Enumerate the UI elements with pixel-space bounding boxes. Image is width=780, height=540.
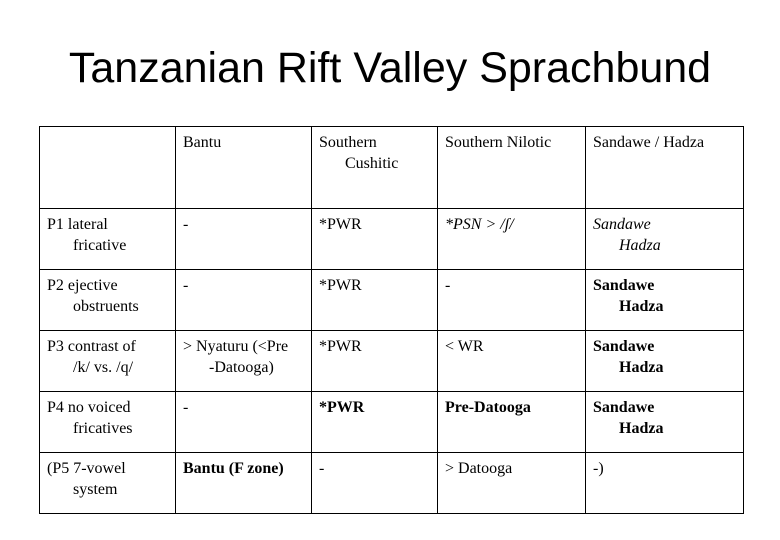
sandawe-hadza-cell bbox=[586, 209, 744, 270]
sandawe-hadza-cell bbox=[586, 331, 744, 392]
sandawe-hadza-line1: Sandawe bbox=[593, 216, 651, 233]
sandawe-hadza-cell bbox=[586, 453, 744, 514]
sandawe-hadza-line1: Sandawe bbox=[593, 399, 655, 416]
bantu-cell bbox=[176, 270, 312, 331]
nilotic-cell bbox=[438, 331, 586, 392]
feature-line2: obstruents bbox=[73, 298, 139, 315]
feature-line1: P2 ejective bbox=[47, 277, 118, 294]
cushitic-value: *PWR bbox=[319, 399, 365, 416]
bantu-line1: > Nyaturu (<Pre bbox=[183, 338, 289, 355]
sandawe-hadza-cell bbox=[586, 270, 744, 331]
bantu-cell bbox=[176, 209, 312, 270]
nilotic-cell bbox=[438, 392, 586, 453]
header-sandawe-hadza-text: Sandawe / Hadza bbox=[593, 134, 705, 151]
table-row-p2 bbox=[40, 270, 744, 331]
bantu-value: - bbox=[183, 277, 189, 294]
feature-cell bbox=[40, 453, 176, 514]
sandawe-hadza-line1: Sandawe bbox=[593, 277, 655, 294]
nilotic-value: *PSN > /ʃ/ bbox=[445, 216, 514, 233]
header-cushitic-line2: Cushitic bbox=[345, 155, 399, 172]
table-row-p1 bbox=[40, 209, 744, 270]
sandawe-hadza-line2: Hadza bbox=[619, 359, 664, 376]
bantu-cell bbox=[176, 453, 312, 514]
feature-line1: P3 contrast of bbox=[47, 338, 136, 355]
cushitic-value: - bbox=[319, 460, 325, 477]
nilotic-value: - bbox=[445, 277, 451, 294]
sandawe-hadza-line1: Sandawe bbox=[593, 338, 655, 355]
cushitic-cell bbox=[312, 392, 438, 453]
nilotic-value: > Datooga bbox=[445, 460, 513, 477]
header-nilotic-text: Southern Nilotic bbox=[445, 134, 552, 151]
feature-line2: fricatives bbox=[73, 420, 133, 437]
header-cell-feature bbox=[40, 127, 176, 209]
header-cushitic-line1: Southern bbox=[319, 134, 377, 151]
feature-cell bbox=[40, 209, 176, 270]
sandawe-hadza-value: -) bbox=[593, 460, 604, 477]
bantu-value: - bbox=[183, 216, 189, 233]
bantu-value: Bantu (F zone) bbox=[183, 460, 284, 477]
nilotic-value: Pre-Datooga bbox=[445, 399, 531, 416]
cushitic-cell bbox=[312, 209, 438, 270]
slide-title: Tanzanian Rift Valley Sprachbund bbox=[68, 44, 712, 92]
sprachbund-feature-table bbox=[39, 126, 744, 514]
feature-cell bbox=[40, 331, 176, 392]
feature-line1: (P5 7-vowel bbox=[47, 460, 126, 477]
feature-line2: fricative bbox=[73, 237, 127, 254]
bantu-cell bbox=[176, 392, 312, 453]
cushitic-cell bbox=[312, 453, 438, 514]
cushitic-value: *PWR bbox=[319, 277, 362, 294]
feature-line1: P1 lateral bbox=[47, 216, 108, 233]
bantu-value: - bbox=[183, 399, 189, 416]
header-cell-sandawe-hadza bbox=[586, 127, 744, 209]
nilotic-value: < WR bbox=[445, 338, 484, 355]
cushitic-value: *PWR bbox=[319, 216, 362, 233]
feature-cell bbox=[40, 392, 176, 453]
nilotic-cell bbox=[438, 270, 586, 331]
feature-line1: P4 no voiced bbox=[47, 399, 131, 416]
nilotic-cell bbox=[438, 453, 586, 514]
sandawe-hadza-line2: Hadza bbox=[619, 420, 664, 437]
cushitic-cell bbox=[312, 270, 438, 331]
table-row-p3 bbox=[40, 331, 744, 392]
table-header-row bbox=[40, 127, 744, 209]
cushitic-cell bbox=[312, 331, 438, 392]
sandawe-hadza-line2: Hadza bbox=[619, 298, 664, 315]
feature-line2: system bbox=[73, 481, 118, 498]
header-cell-southern-nilotic bbox=[438, 127, 586, 209]
feature-cell bbox=[40, 270, 176, 331]
nilotic-cell bbox=[438, 209, 586, 270]
cushitic-value: *PWR bbox=[319, 338, 362, 355]
header-cell-bantu bbox=[176, 127, 312, 209]
bantu-line2: -Datooga) bbox=[209, 359, 274, 376]
header-cell-southern-cushitic bbox=[312, 127, 438, 209]
sandawe-hadza-cell bbox=[586, 392, 744, 453]
feature-line2: /k/ vs. /q/ bbox=[73, 359, 134, 376]
sandawe-hadza-line2: Hadza bbox=[619, 237, 661, 254]
bantu-cell bbox=[176, 331, 312, 392]
table-row-p4 bbox=[40, 392, 744, 453]
table-row-p5 bbox=[40, 453, 744, 514]
header-bantu-text: Bantu bbox=[183, 134, 222, 151]
